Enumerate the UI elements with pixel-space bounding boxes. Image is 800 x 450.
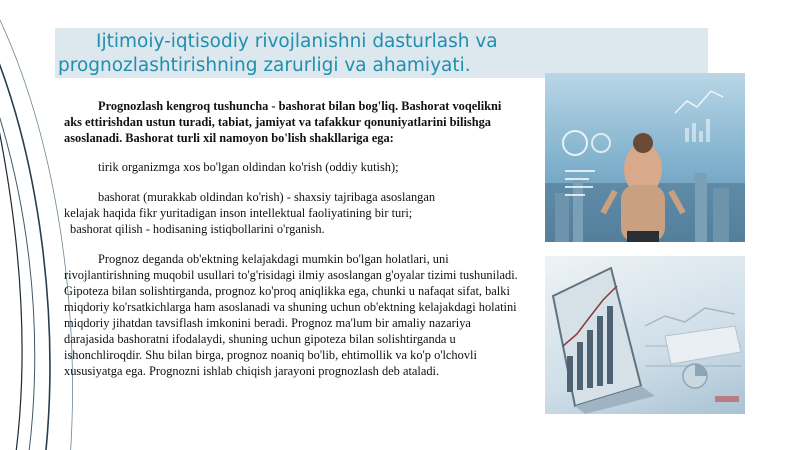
slide-title-line-1: Ijtimoiy-iqtisodiy rivojlanishni dasturlash va <box>96 31 498 52</box>
list-item-1: tirik organizmga xos bo'lgan oldindan ko'rish (oddiy kutish); <box>98 160 399 174</box>
slide-title <box>58 30 698 78</box>
intro-paragraph: Prognozlash kengroq tushuncha - bashorat bilan bog'liq. Bashorat voqelikni aks ettirishdan ustun turadi, tabiat, jamiyat va tafakkur qonuniyatlarini bilishga asoslanadi. Bashorat turli xil namoyon bo'lish shakllariga ega: <box>64 99 502 145</box>
man-with-virtual-charts-image <box>545 73 745 242</box>
slide-title-line-2: prognozlashtirishning zarurligi va ahamiyati. <box>58 55 471 76</box>
list-item-2 <box>64 189 520 237</box>
list-item-2-continuation: kelajak haqida fikr yuritadigan inson intellektual faoliyatining bir turi; <box>64 206 413 220</box>
list-item-2-head: bashorat (murakkab oldindan ko'rish) - shaxsiy tajribaga asoslangan <box>98 190 436 204</box>
main-paragraph: Prognoz deganda ob'ektning kelajakdagi mumkin bo'lgan holatlari, uni rivojlantirishning muqobil usullari to'g'risidagi ilmiy asoslangan g'oyalar tizimi tushuniladi. Gipoteza bilan solishtirganda, prognoz ko'proq aniqlikka ega, chunki u nafaqat sifat, balki miqdoriy ko'rsatkichlarga ham asoslanadi va shuning uchun ob'ektning kelajakdagi holatini miqdoriy jihatdan tavsiflash imkonini beradi. Prognoz ma'lum bir amaliy nazariya darajasida bashoratni ifodalaydi, shuning uchun gipoteza bilan solishtirganda u ishonchliroqdir. Shu bilan birga, prognoz noaniq bo'lib, ehtimollik va ko'p o'lchovli xususiyatga ega. Prognozni ishlab chiqish jarayoni prognozlash deb ataladi. <box>64 252 518 378</box>
laptop-with-financial-charts-image <box>545 256 745 414</box>
list-item-3: bashorat qilish - hodisaning istiqbollarini o'rganish. <box>70 222 325 236</box>
slide-body <box>64 98 520 379</box>
